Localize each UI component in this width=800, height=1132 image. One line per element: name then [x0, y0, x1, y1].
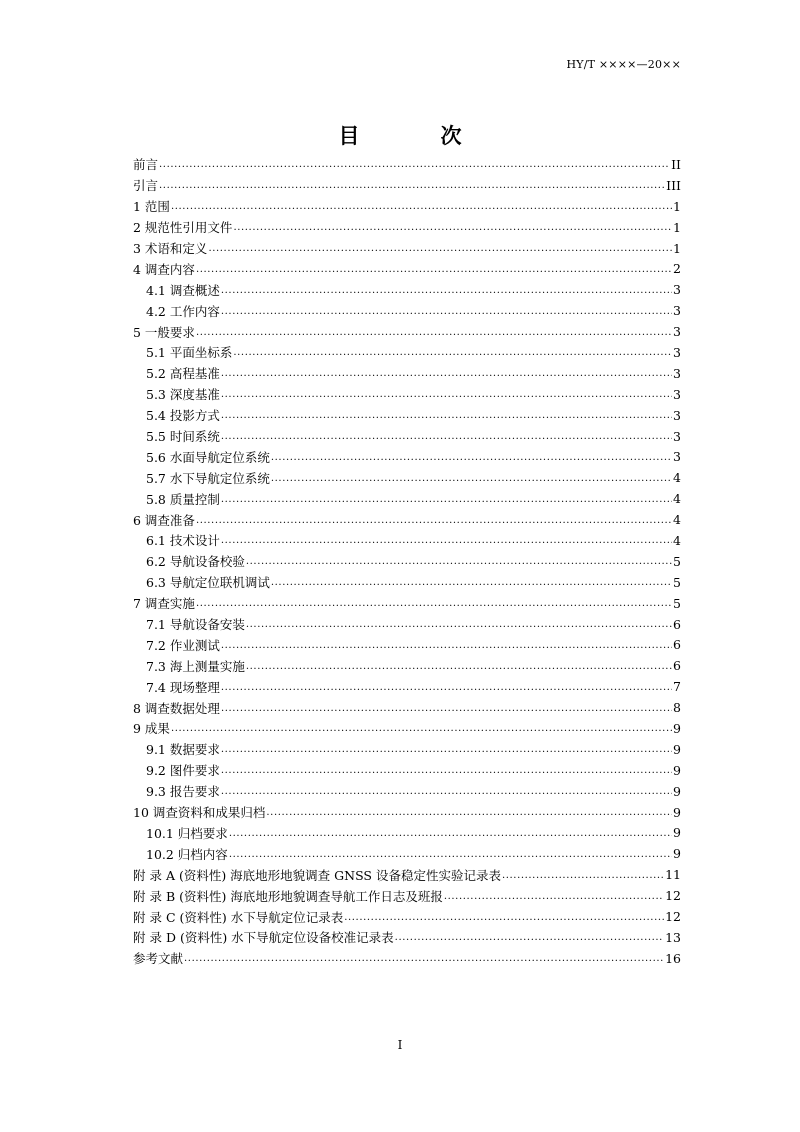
toc-entry-page: 11 — [665, 867, 681, 883]
toc-entry-label: 7.4 现场整理 — [146, 679, 220, 695]
toc-entry-page: 6 — [673, 616, 681, 632]
toc-dot-leader — [159, 178, 665, 192]
toc-entry-label: 1 范围 — [133, 199, 170, 215]
toc-entry-label: 7.1 导航设备安装 — [146, 617, 245, 633]
toc-entry-page: 4 — [673, 532, 681, 548]
toc-entry-page: 1 — [673, 240, 681, 256]
toc-entry[interactable] — [133, 154, 681, 175]
toc-entry-label: 附 录 C (资料性) 水下导航定位记录表 — [133, 909, 344, 925]
toc-dot-leader — [159, 157, 670, 171]
page-number: I — [397, 1038, 403, 1052]
toc-dot-leader — [266, 805, 672, 819]
toc-dot-leader — [196, 325, 672, 339]
toc-entry[interactable] — [133, 551, 681, 572]
toc-entry[interactable] — [133, 614, 681, 635]
toc-entry[interactable] — [133, 697, 681, 718]
toc-entry-page: II — [671, 156, 681, 172]
toc-dot-leader — [171, 199, 672, 213]
toc-dot-leader — [229, 826, 672, 840]
toc-entry-page: 6 — [673, 658, 681, 674]
toc-dot-leader — [196, 513, 672, 527]
toc-entry-page: 3 — [673, 282, 681, 298]
toc-entry-label: 5.2 高程基准 — [146, 366, 220, 382]
toc-entry-label: 引言 — [133, 178, 159, 194]
toc-entry-page: 3 — [673, 407, 681, 423]
toc-dot-leader — [246, 554, 672, 568]
toc-entry-label: 5 一般要求 — [133, 324, 195, 340]
toc-entry-label: 5.6 水面导航定位系统 — [146, 449, 270, 465]
toc-entry[interactable] — [133, 384, 681, 405]
toc-entry-page: 9 — [673, 825, 681, 841]
toc-dot-leader — [171, 721, 672, 735]
toc-entry-page: 2 — [673, 261, 681, 277]
toc-entry-label: 2 规范性引用文件 — [133, 220, 233, 236]
toc-entry-label: 参考文献 — [133, 951, 184, 967]
toc-entry-page: 1 — [673, 198, 681, 214]
toc-entry[interactable] — [133, 843, 681, 864]
toc-entry-page: 4 — [673, 491, 681, 507]
toc-entry-label: 7.3 海上测量实施 — [146, 658, 245, 674]
toc-dot-leader — [271, 450, 672, 464]
toc-dot-leader — [502, 868, 664, 882]
toc-entry[interactable] — [133, 655, 681, 676]
toc-entry-label: 8 调查数据处理 — [133, 700, 220, 716]
toc-entry[interactable] — [133, 572, 681, 593]
toc-entry-label: 6 调查准备 — [133, 512, 195, 528]
toc-entry-page: 8 — [673, 700, 681, 716]
toc-entry-label: 前言 — [133, 157, 159, 173]
toc-entry-label: 5.3 深度基准 — [146, 387, 220, 403]
toc-entry[interactable] — [133, 342, 681, 363]
toc-dot-leader — [221, 638, 672, 652]
toc-dot-leader — [221, 408, 672, 422]
toc-entry[interactable] — [133, 446, 681, 467]
toc-entry[interactable] — [133, 467, 681, 488]
toc-entry-page: 3 — [673, 324, 681, 340]
toc-entry-label: 6.1 技术设计 — [146, 533, 220, 549]
toc-entry-label: 5.1 平面坐标系 — [146, 345, 233, 361]
toc-entry-label: 附 录 A (资料性) 海底地形地貌调查 GNSS 设备稳定性实验记录表 — [133, 867, 501, 883]
toc-dot-leader — [444, 889, 664, 903]
toc-entry-label: 6.2 导航设备校验 — [146, 554, 245, 570]
toc-entry[interactable] — [133, 760, 681, 781]
toc-dot-leader — [233, 220, 672, 234]
toc-entry-label: 9.3 报告要求 — [146, 784, 220, 800]
toc-dot-leader — [221, 283, 672, 297]
toc-dot-leader — [221, 387, 672, 401]
toc-entry[interactable] — [133, 927, 681, 948]
toc-entry-label: 4.2 工作内容 — [146, 303, 220, 319]
toc-dot-leader — [208, 241, 672, 255]
toc-entry-page: 1 — [673, 219, 681, 235]
page-title: 目 次 — [338, 123, 492, 148]
toc-entry[interactable] — [133, 279, 681, 300]
toc-entry-page: 12 — [665, 888, 681, 904]
toc-entry[interactable] — [133, 906, 681, 927]
toc-dot-leader — [271, 471, 672, 485]
toc-entry-page: 9 — [673, 783, 681, 799]
toc-entry-page: 3 — [673, 386, 681, 402]
toc-dot-leader — [221, 742, 672, 756]
toc-entry[interactable] — [133, 321, 681, 342]
toc-entry-page: 4 — [673, 512, 681, 528]
toc-entry-page: 5 — [673, 553, 681, 569]
toc-entry-page: 4 — [673, 470, 681, 486]
toc-dot-leader — [395, 930, 664, 944]
toc-entry[interactable] — [133, 300, 681, 321]
toc-dot-leader — [233, 345, 672, 359]
toc-entry-label: 6.3 导航定位联机调试 — [146, 575, 270, 591]
toc-entry-page: 6 — [673, 637, 681, 653]
toc-entry[interactable] — [133, 634, 681, 655]
toc-entry-page: 3 — [673, 428, 681, 444]
toc-entry-page: 9 — [673, 846, 681, 862]
toc-entry-label: 7.2 作业测试 — [146, 637, 220, 653]
toc-dot-leader — [184, 951, 664, 965]
toc-dot-leader — [221, 763, 672, 777]
toc-dot-leader — [246, 659, 672, 673]
toc-entry[interactable] — [133, 238, 681, 259]
toc-entry-page: 3 — [673, 365, 681, 381]
toc-entry[interactable] — [133, 258, 681, 279]
toc-entry[interactable] — [133, 948, 681, 969]
toc-entry[interactable] — [133, 864, 681, 885]
toc-entry-page: III — [666, 177, 681, 193]
toc-dot-leader — [221, 366, 672, 380]
toc-entry-label: 5.8 质量控制 — [146, 491, 220, 507]
toc-entry[interactable] — [133, 823, 681, 844]
toc-entry-label: 5.7 水下导航定位系统 — [146, 470, 270, 486]
toc-entry[interactable] — [133, 781, 681, 802]
toc-entry-page: 5 — [673, 574, 681, 590]
toc-entry[interactable] — [133, 217, 681, 238]
toc-entry-label: 附 录 D (资料性) 水下导航定位设备校准记录表 — [133, 930, 394, 946]
toc-dot-leader — [246, 617, 672, 631]
document-code: HY/T ××××—20×× — [566, 58, 681, 71]
toc-entry[interactable] — [133, 175, 681, 196]
toc-entry[interactable] — [133, 676, 681, 697]
toc-entry[interactable] — [133, 405, 681, 426]
toc-dot-leader — [271, 575, 672, 589]
toc-entry-page: 7 — [673, 679, 681, 695]
toc-entry[interactable] — [133, 593, 681, 614]
toc-entry-page: 3 — [673, 449, 681, 465]
toc-entry-label: 4 调查内容 — [133, 261, 195, 277]
toc-entry[interactable] — [133, 802, 681, 823]
toc-entry-page: 12 — [665, 909, 681, 924]
toc-entry[interactable] — [133, 426, 681, 447]
toc-entry-label: 7 调查实施 — [133, 596, 195, 612]
toc-entry-page: 9 — [673, 804, 681, 820]
toc-entry[interactable] — [133, 718, 681, 739]
toc-entry-label: 9 成果 — [133, 721, 170, 737]
toc-entry-label: 5.4 投影方式 — [146, 408, 220, 424]
toc-entry[interactable] — [133, 488, 681, 509]
toc-dot-leader — [221, 680, 672, 694]
toc-entry[interactable] — [133, 739, 681, 760]
toc-dot-leader — [221, 784, 672, 798]
toc-entry-page: 5 — [673, 595, 681, 611]
toc-entry[interactable] — [133, 530, 681, 551]
toc-entry[interactable] — [133, 885, 681, 906]
toc-entry-page: 13 — [665, 929, 681, 945]
toc-dot-leader — [221, 429, 672, 443]
toc-entry-label: 10.2 归档内容 — [146, 846, 228, 862]
toc-entry-page: 16 — [665, 950, 681, 966]
toc-dot-leader — [196, 596, 672, 610]
toc-dot-leader — [196, 262, 672, 276]
toc-dot-leader — [221, 304, 672, 318]
toc-entry-page: 9 — [673, 762, 681, 778]
toc-entry-label: 10.1 归档要求 — [146, 825, 228, 841]
toc-dot-leader — [229, 847, 672, 861]
toc-entry[interactable] — [133, 509, 681, 530]
toc-dot-leader — [344, 910, 664, 924]
toc-entry-page: 9 — [673, 720, 681, 736]
toc-entry-label: 5.5 时间系统 — [146, 429, 220, 445]
toc-entry-label: 附 录 B (资料性) 海底地形地貌调查导航工作日志及班报 — [133, 888, 443, 904]
toc-entry-page: 3 — [673, 344, 681, 360]
table-of-contents — [133, 154, 681, 969]
toc-entry[interactable] — [133, 363, 681, 384]
toc-dot-leader — [221, 533, 672, 547]
toc-entry-label: 9.2 图件要求 — [146, 763, 220, 779]
toc-dot-leader — [221, 492, 672, 506]
toc-entry-page: 3 — [673, 303, 681, 319]
toc-entry-label: 10 调查资料和成果归档 — [133, 805, 266, 821]
toc-dot-leader — [221, 701, 672, 715]
toc-entry[interactable] — [133, 196, 681, 217]
toc-entry-page: 9 — [673, 741, 681, 757]
toc-entry-label: 3 术语和定义 — [133, 241, 208, 256]
toc-entry-label: 9.1 数据要求 — [146, 742, 220, 758]
toc-entry-label: 4.1 调查概述 — [146, 282, 220, 298]
